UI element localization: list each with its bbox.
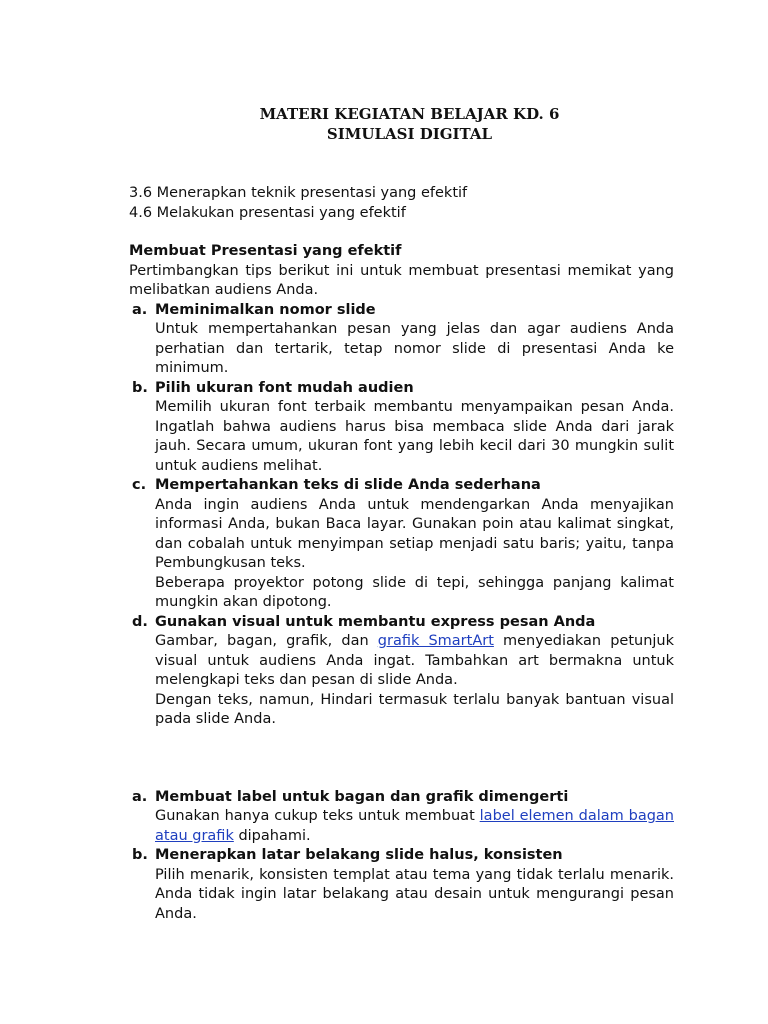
list-item-heading: Menerapkan latar belakang slide halus, konsisten	[155, 847, 563, 863]
list-item-text-2: Dengan teks, namun, Hindari termasuk terlalu banyak bantuan visual pada slide Anda.	[155, 691, 674, 727]
document-subtitle: SIMULASI DIGITAL	[326, 125, 493, 143]
list-item-c	[129, 476, 674, 613]
list-item-a-2	[129, 788, 674, 847]
list-marker: a.	[132, 788, 148, 805]
list-marker: d.	[132, 613, 148, 630]
list-item-b	[129, 379, 674, 477]
list-item-heading: Mempertahankan teks di slide Anda sederhana	[155, 477, 541, 493]
list-marker: b.	[132, 379, 148, 396]
text-run: menyediakan petunjuk visual untuk audiens Anda ingat. Tambahkan art bermakna untuk melengkapi teks dan pesan di slide Anda.	[155, 633, 674, 688]
list-item-text: Untuk mempertahankan pesan yang jelas dan agar audiens Anda perhatian dan tertarik, tetap nomor slide di presentasi Anda ke minimum.	[155, 321, 674, 376]
section-continued	[129, 788, 674, 925]
list-marker: c.	[132, 477, 147, 493]
list-item-text: Memilih ukuran font terbaik membantu menyampaikan pesan Anda. Ingatlah bahwa audiens harus bisa membaca slide Anda dari jarak jauh. Secara umum, ukuran font yang lebih kecil dari 30 mungkin sulit untuk audiens melihat.	[155, 399, 674, 474]
section-effective-presentation	[129, 242, 674, 730]
smartart-link[interactable]: grafik SmartArt	[377, 633, 494, 649]
list-item-text	[155, 807, 674, 846]
list-marker: a.	[132, 301, 148, 318]
competency-4-6: 4.6 Melakukan presentasi yang efektif	[129, 204, 406, 221]
text-run: Gunakan hanya cukup teks untuk membuat	[155, 808, 480, 824]
list-marker: b.	[132, 847, 148, 863]
section-intro: Pertimbangkan tips berikut ini untuk membuat presentasi memikat yang melibatkan audiens Anda.	[129, 262, 674, 298]
list-item-text-2: Beberapa proyektor potong slide di tepi, sehingga panjang kalimat mungkin akan dipotong.	[155, 574, 674, 610]
document-title: MATERI KEGIATAN BELAJAR KD. 6	[259, 105, 560, 123]
list-item-heading: Membuat label untuk bagan dan grafik dimengerti	[155, 788, 569, 805]
competency-list	[129, 184, 674, 223]
competency-3-6: 3.6 Menerapkan teknik presentasi yang efektif	[129, 185, 468, 201]
list-item-heading: Pilih ukuran font mudah audien	[155, 379, 414, 396]
list-item-a	[129, 301, 674, 379]
list-item-text	[155, 632, 674, 691]
list-item-d	[129, 613, 674, 730]
document-header	[129, 104, 674, 144]
list-item-heading: Gunakan visual untuk membantu express pesan Anda	[155, 613, 596, 630]
text-run: dipahami.	[233, 827, 311, 844]
list-item-text: Anda ingin audiens Anda untuk mendengarkan Anda menyajikan informasi Anda, bukan Baca layar. Gunakan poin atau kalimat singkat, dan cobalah untuk menyimpan setiap menjadi satu baris; yaitu, tanpa Pembungkusan teks.	[155, 496, 674, 571]
section-title: Membuat Presentasi yang efektif	[129, 243, 402, 259]
list-item-heading: Meminimalkan nomor slide	[155, 301, 376, 318]
text-run: Gambar, bagan, grafik, dan	[155, 633, 378, 649]
section-gap	[129, 730, 674, 788]
list-item-text: Pilih menarik, konsisten templat atau tema yang tidak terlalu menarik. Anda tidak ingin latar belakang atau desain untuk mengurangi pesan Anda.	[155, 866, 674, 922]
chart-label-link[interactable]: label elemen dalam bagan atau grafik	[155, 808, 674, 844]
list-item-b-2	[129, 846, 674, 924]
